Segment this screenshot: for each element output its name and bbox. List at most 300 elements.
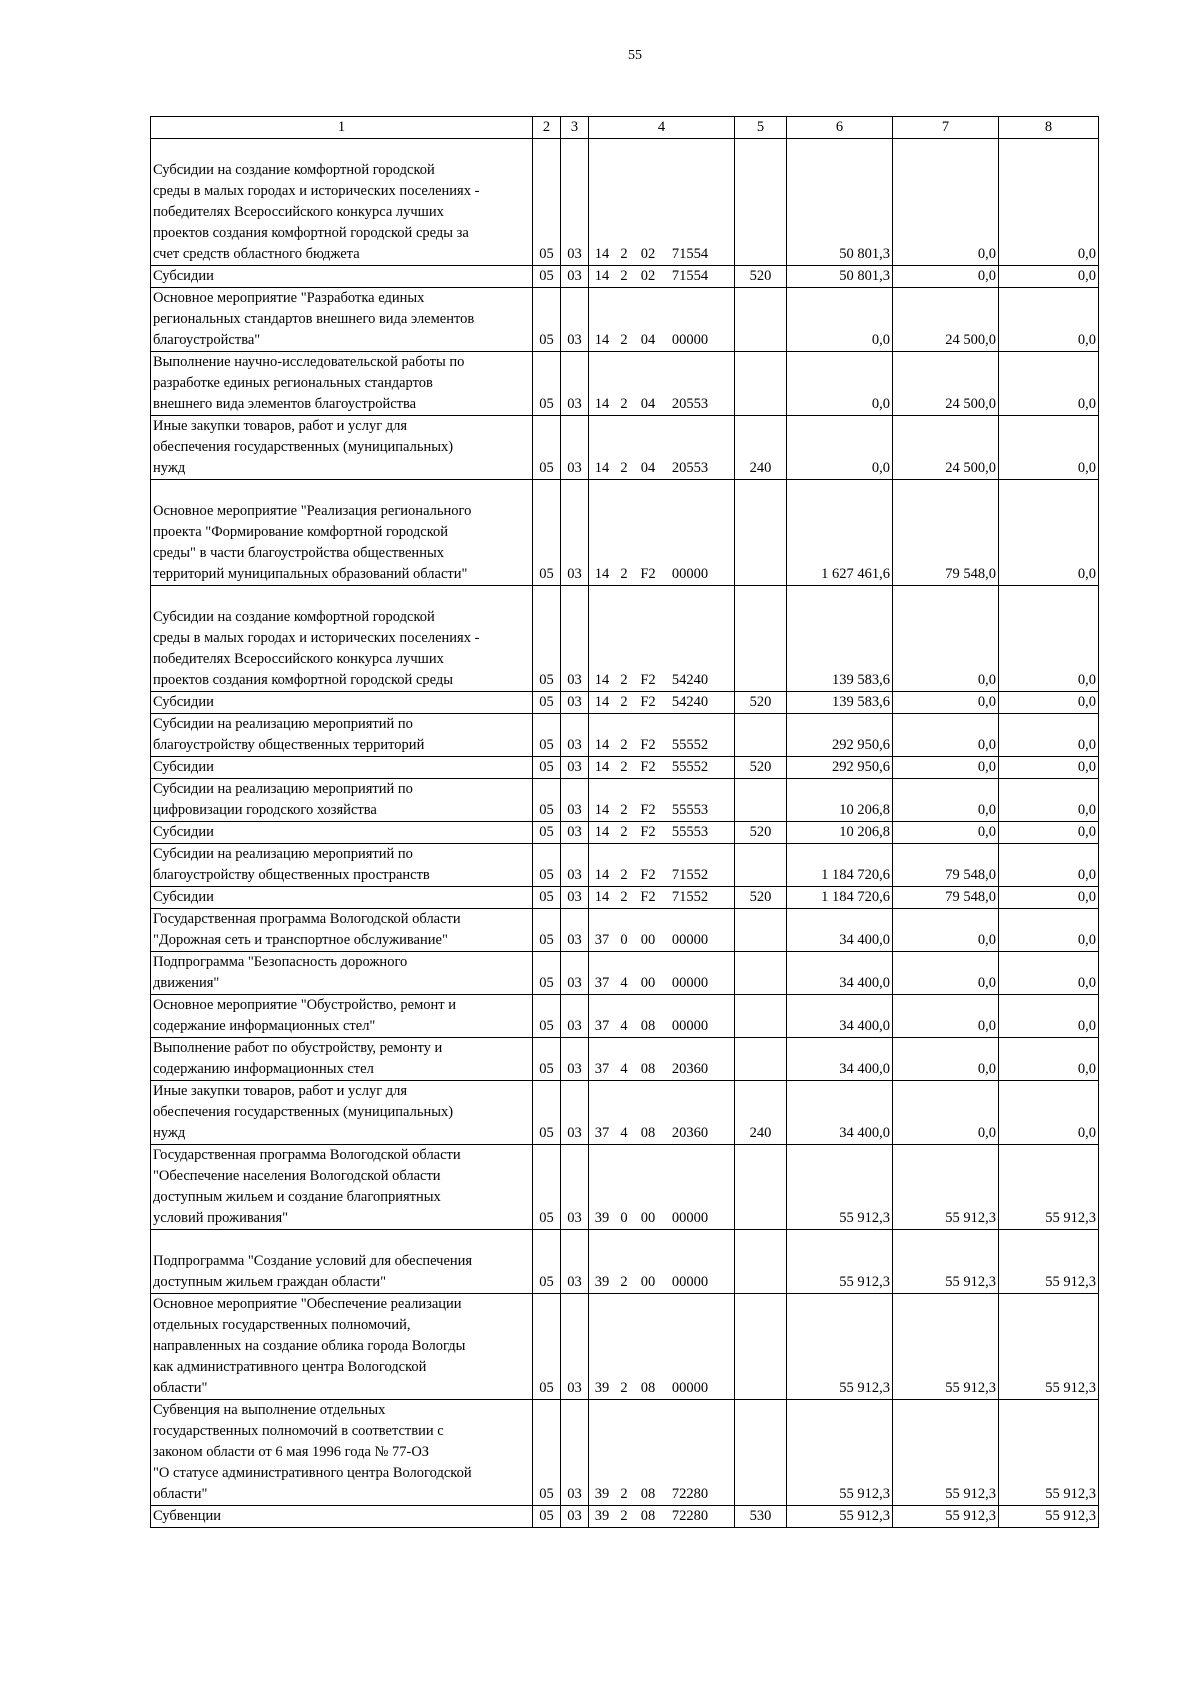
subsection-code: 03 xyxy=(561,1506,589,1528)
direction-code: 00000 xyxy=(671,566,709,582)
amount-year-1: 55 912,3 xyxy=(787,1230,893,1294)
program-code: 14 xyxy=(594,672,610,688)
amount-year-1: 55 912,3 xyxy=(787,1400,893,1506)
target-article-code xyxy=(589,416,735,480)
subsection-code: 03 xyxy=(561,288,589,352)
amount-year-3: 0,0 xyxy=(999,1081,1099,1145)
column-number: 7 xyxy=(893,117,999,139)
subsection-code: 03 xyxy=(561,714,589,757)
subprogram-code: 2 xyxy=(620,396,628,412)
event-code: F2 xyxy=(640,672,656,688)
program-code: 39 xyxy=(594,1486,610,1502)
row-name: Субсидии на реализацию мероприятий по благоустройству общественных территорий xyxy=(151,714,533,757)
target-article-code xyxy=(589,714,735,757)
table-row xyxy=(151,1400,1099,1506)
table-row xyxy=(151,1081,1099,1145)
amount-year-1: 0,0 xyxy=(787,288,893,352)
subprogram-code: 2 xyxy=(620,1508,628,1524)
program-code: 39 xyxy=(594,1508,610,1524)
table-row xyxy=(151,480,1099,586)
expense-type-code: 520 xyxy=(735,692,787,714)
target-article-code xyxy=(589,266,735,288)
target-article-code xyxy=(589,822,735,844)
row-name: Субвенции xyxy=(151,1506,533,1528)
table-row xyxy=(151,995,1099,1038)
amount-year-1: 139 583,6 xyxy=(787,586,893,692)
direction-code: 72280 xyxy=(671,1486,709,1502)
expense-type-code: 520 xyxy=(735,266,787,288)
row-name: Субсидии xyxy=(151,692,533,714)
section-code: 05 xyxy=(533,1081,561,1145)
event-code: F2 xyxy=(640,889,656,905)
amount-year-1: 34 400,0 xyxy=(787,909,893,952)
section-code: 05 xyxy=(533,1145,561,1230)
subprogram-code: 4 xyxy=(620,1125,628,1141)
expense-type-code xyxy=(735,1145,787,1230)
section-code: 05 xyxy=(533,266,561,288)
amount-year-2: 0,0 xyxy=(893,714,999,757)
target-article-code xyxy=(589,288,735,352)
amount-year-3: 0,0 xyxy=(999,586,1099,692)
amount-year-2: 0,0 xyxy=(893,1081,999,1145)
amount-year-2: 0,0 xyxy=(893,757,999,779)
table-row xyxy=(151,266,1099,288)
expense-type-code: 240 xyxy=(735,416,787,480)
subprogram-code: 2 xyxy=(620,332,628,348)
table-row xyxy=(151,692,1099,714)
amount-year-3: 0,0 xyxy=(999,1038,1099,1081)
direction-code: 00000 xyxy=(671,1018,709,1034)
subsection-code: 03 xyxy=(561,822,589,844)
expense-type-code xyxy=(735,480,787,586)
amount-year-3: 0,0 xyxy=(999,714,1099,757)
subprogram-code: 2 xyxy=(620,1274,628,1290)
row-name: Государственная программа Вологодской области "Дорожная сеть и транспортное обслуживание" xyxy=(151,909,533,952)
amount-year-2: 79 548,0 xyxy=(893,887,999,909)
amount-year-1: 1 627 461,6 xyxy=(787,480,893,586)
event-code: F2 xyxy=(640,759,656,775)
expense-type-code: 520 xyxy=(735,757,787,779)
section-code: 05 xyxy=(533,416,561,480)
table-row xyxy=(151,714,1099,757)
table-row xyxy=(151,416,1099,480)
target-article-code xyxy=(589,352,735,416)
amount-year-3: 0,0 xyxy=(999,779,1099,822)
amount-year-2: 55 912,3 xyxy=(893,1294,999,1400)
subsection-code: 03 xyxy=(561,692,589,714)
target-article-code xyxy=(589,757,735,779)
amount-year-2: 0,0 xyxy=(893,586,999,692)
direction-code: 72280 xyxy=(671,1508,709,1524)
target-article-code xyxy=(589,1294,735,1400)
amount-year-3: 0,0 xyxy=(999,995,1099,1038)
subprogram-code: 2 xyxy=(620,824,628,840)
subprogram-code: 4 xyxy=(620,1018,628,1034)
amount-year-1: 1 184 720,6 xyxy=(787,887,893,909)
target-article-code xyxy=(589,692,735,714)
amount-year-3: 0,0 xyxy=(999,887,1099,909)
event-code: F2 xyxy=(640,867,656,883)
expense-type-code xyxy=(735,1038,787,1081)
column-number: 2 xyxy=(533,117,561,139)
section-code: 05 xyxy=(533,1400,561,1506)
table-row xyxy=(151,352,1099,416)
program-code: 14 xyxy=(594,268,610,284)
event-code: 08 xyxy=(640,1125,656,1141)
section-code: 05 xyxy=(533,909,561,952)
event-code: F2 xyxy=(640,566,656,582)
direction-code: 00000 xyxy=(671,1380,709,1396)
target-article-code xyxy=(589,887,735,909)
amount-year-2: 0,0 xyxy=(893,822,999,844)
amount-year-3: 0,0 xyxy=(999,352,1099,416)
direction-code: 54240 xyxy=(671,694,709,710)
amount-year-2: 24 500,0 xyxy=(893,416,999,480)
amount-year-3: 55 912,3 xyxy=(999,1400,1099,1506)
amount-year-1: 50 801,3 xyxy=(787,139,893,266)
section-code: 05 xyxy=(533,352,561,416)
program-code: 37 xyxy=(594,975,610,991)
table-row xyxy=(151,288,1099,352)
subsection-code: 03 xyxy=(561,1081,589,1145)
expense-type-code xyxy=(735,1400,787,1506)
program-code: 14 xyxy=(594,396,610,412)
section-code: 05 xyxy=(533,586,561,692)
event-code: 00 xyxy=(640,975,656,991)
amount-year-3: 55 912,3 xyxy=(999,1230,1099,1294)
subprogram-code: 2 xyxy=(620,867,628,883)
amount-year-3: 55 912,3 xyxy=(999,1145,1099,1230)
amount-year-3: 55 912,3 xyxy=(999,1506,1099,1528)
direction-code: 71552 xyxy=(671,889,709,905)
subprogram-code: 2 xyxy=(620,460,628,476)
budget-table xyxy=(150,116,1099,1528)
subsection-code: 03 xyxy=(561,266,589,288)
subprogram-code: 2 xyxy=(620,737,628,753)
amount-year-2: 55 912,3 xyxy=(893,1230,999,1294)
amount-year-3: 0,0 xyxy=(999,844,1099,887)
direction-code: 71554 xyxy=(671,268,709,284)
target-article-code xyxy=(589,1506,735,1528)
table-row xyxy=(151,1506,1099,1528)
amount-year-2: 24 500,0 xyxy=(893,352,999,416)
table-row xyxy=(151,952,1099,995)
expense-type-code xyxy=(735,1230,787,1294)
amount-year-1: 34 400,0 xyxy=(787,1081,893,1145)
target-article-code xyxy=(589,995,735,1038)
amount-year-3: 0,0 xyxy=(999,822,1099,844)
amount-year-1: 55 912,3 xyxy=(787,1506,893,1528)
subprogram-code: 2 xyxy=(620,1486,628,1502)
target-article-code xyxy=(589,480,735,586)
program-code: 14 xyxy=(594,889,610,905)
amount-year-2: 0,0 xyxy=(893,1038,999,1081)
subprogram-code: 4 xyxy=(620,975,628,991)
event-code: 00 xyxy=(640,1210,656,1226)
event-code: 02 xyxy=(640,246,656,262)
direction-code: 54240 xyxy=(671,672,709,688)
amount-year-1: 34 400,0 xyxy=(787,952,893,995)
amount-year-2: 0,0 xyxy=(893,139,999,266)
event-code: 08 xyxy=(640,1061,656,1077)
table-row xyxy=(151,844,1099,887)
row-name: Иные закупки товаров, работ и услуг для обеспечения государственных (муниципальных) нужд xyxy=(151,416,533,480)
row-name: Основное мероприятие "Разработка единых региональных стандартов внешнего вида элементов благоустройства" xyxy=(151,288,533,352)
subsection-code: 03 xyxy=(561,480,589,586)
subprogram-code: 2 xyxy=(620,759,628,775)
direction-code: 55553 xyxy=(671,802,709,818)
direction-code: 71554 xyxy=(671,246,709,262)
row-name: Основное мероприятие "Реализация регионального проекта "Формирование комфортной городской среды" в части благоустройства общественных территорий муниципальных образований области" xyxy=(151,480,533,586)
expense-type-code xyxy=(735,779,787,822)
expense-type-code: 520 xyxy=(735,822,787,844)
subsection-code: 03 xyxy=(561,1145,589,1230)
target-article-code xyxy=(589,139,735,266)
section-code: 05 xyxy=(533,779,561,822)
direction-code: 20360 xyxy=(671,1125,709,1141)
target-article-code xyxy=(589,779,735,822)
direction-code: 20360 xyxy=(671,1061,709,1077)
amount-year-1: 50 801,3 xyxy=(787,266,893,288)
section-code: 05 xyxy=(533,757,561,779)
section-code: 05 xyxy=(533,1506,561,1528)
table-row xyxy=(151,887,1099,909)
section-code: 05 xyxy=(533,288,561,352)
amount-year-2: 55 912,3 xyxy=(893,1145,999,1230)
row-name: Субвенция на выполнение отдельных государственных полномочий в соответствии с законом области от 6 мая 1996 года № 77-ОЗ "О статусе административного центра Вологодской области" xyxy=(151,1400,533,1506)
table-row xyxy=(151,586,1099,692)
subsection-code: 03 xyxy=(561,586,589,692)
row-name: Субсидии на реализацию мероприятий по цифровизации городского хозяйства xyxy=(151,779,533,822)
amount-year-3: 0,0 xyxy=(999,139,1099,266)
event-code: F2 xyxy=(640,824,656,840)
section-code: 05 xyxy=(533,692,561,714)
expense-type-code xyxy=(735,586,787,692)
expense-type-code xyxy=(735,139,787,266)
column-number: 6 xyxy=(787,117,893,139)
direction-code: 55552 xyxy=(671,737,709,753)
row-name: Субсидии xyxy=(151,266,533,288)
amount-year-2: 0,0 xyxy=(893,779,999,822)
subprogram-code: 2 xyxy=(620,268,628,284)
subsection-code: 03 xyxy=(561,909,589,952)
target-article-code xyxy=(589,1400,735,1506)
table-row xyxy=(151,1145,1099,1230)
target-article-code xyxy=(589,1038,735,1081)
amount-year-2: 0,0 xyxy=(893,952,999,995)
event-code: 08 xyxy=(640,1486,656,1502)
amount-year-2: 0,0 xyxy=(893,909,999,952)
table-row xyxy=(151,1230,1099,1294)
section-code: 05 xyxy=(533,1038,561,1081)
subprogram-code: 2 xyxy=(620,889,628,905)
amount-year-1: 10 206,8 xyxy=(787,779,893,822)
section-code: 05 xyxy=(533,995,561,1038)
column-number: 3 xyxy=(561,117,589,139)
amount-year-2: 0,0 xyxy=(893,692,999,714)
amount-year-3: 0,0 xyxy=(999,266,1099,288)
event-code: 00 xyxy=(640,1274,656,1290)
expense-type-code xyxy=(735,995,787,1038)
subprogram-code: 2 xyxy=(620,566,628,582)
subsection-code: 03 xyxy=(561,352,589,416)
target-article-code xyxy=(589,1081,735,1145)
row-name: Основное мероприятие "Обустройство, ремонт и содержание информационных стел" xyxy=(151,995,533,1038)
target-article-code xyxy=(589,844,735,887)
expense-type-code xyxy=(735,909,787,952)
section-code: 05 xyxy=(533,1294,561,1400)
subsection-code: 03 xyxy=(561,1400,589,1506)
direction-code: 55553 xyxy=(671,824,709,840)
program-code: 37 xyxy=(594,932,610,948)
section-code: 05 xyxy=(533,714,561,757)
program-code: 14 xyxy=(594,460,610,476)
target-article-code xyxy=(589,586,735,692)
direction-code: 00000 xyxy=(671,975,709,991)
row-name: Основное мероприятие "Обеспечение реализации отдельных государственных полномочий, направленных на создание облика города Вологды как административного центра Вологодской области" xyxy=(151,1294,533,1400)
event-code: 04 xyxy=(640,396,656,412)
subsection-code: 03 xyxy=(561,844,589,887)
program-code: 14 xyxy=(594,246,610,262)
program-code: 39 xyxy=(594,1380,610,1396)
amount-year-1: 10 206,8 xyxy=(787,822,893,844)
column-number: 8 xyxy=(999,117,1099,139)
amount-year-1: 34 400,0 xyxy=(787,1038,893,1081)
program-code: 14 xyxy=(594,824,610,840)
row-name: Государственная программа Вологодской области "Обеспечение населения Вологодской области доступным жильем и создание благоприятных условий проживания" xyxy=(151,1145,533,1230)
program-code: 14 xyxy=(594,802,610,818)
amount-year-2: 0,0 xyxy=(893,266,999,288)
subprogram-code: 0 xyxy=(620,1210,628,1226)
program-code: 39 xyxy=(594,1210,610,1226)
row-name: Подпрограмма "Безопасность дорожного движения" xyxy=(151,952,533,995)
subsection-code: 03 xyxy=(561,887,589,909)
column-number-row xyxy=(151,117,1099,139)
subprogram-code: 4 xyxy=(620,1061,628,1077)
program-code: 14 xyxy=(594,332,610,348)
event-code: 08 xyxy=(640,1018,656,1034)
event-code: F2 xyxy=(640,737,656,753)
amount-year-1: 292 950,6 xyxy=(787,757,893,779)
amount-year-1: 1 184 720,6 xyxy=(787,844,893,887)
direction-code: 00000 xyxy=(671,1274,709,1290)
row-name: Подпрограмма "Создание условий для обеспечения доступным жильем граждан области" xyxy=(151,1230,533,1294)
expense-type-code xyxy=(735,714,787,757)
row-name: Субсидии на создание комфортной городской среды в малых городах и исторических поселениях - победителях Всероссийского конкурса лучших проектов создания комфортной городской среды xyxy=(151,586,533,692)
amount-year-1: 0,0 xyxy=(787,352,893,416)
subprogram-code: 2 xyxy=(620,802,628,818)
table-row xyxy=(151,1038,1099,1081)
amount-year-3: 0,0 xyxy=(999,692,1099,714)
direction-code: 20553 xyxy=(671,460,709,476)
section-code: 05 xyxy=(533,139,561,266)
subprogram-code: 2 xyxy=(620,1380,628,1396)
table-row xyxy=(151,757,1099,779)
amount-year-2: 55 912,3 xyxy=(893,1506,999,1528)
amount-year-3: 0,0 xyxy=(999,480,1099,586)
amount-year-2: 79 548,0 xyxy=(893,480,999,586)
amount-year-3: 0,0 xyxy=(999,757,1099,779)
row-name: Субсидии xyxy=(151,887,533,909)
amount-year-3: 0,0 xyxy=(999,909,1099,952)
section-code: 05 xyxy=(533,480,561,586)
direction-code: 00000 xyxy=(671,332,709,348)
amount-year-2: 0,0 xyxy=(893,995,999,1038)
row-name: Субсидии xyxy=(151,757,533,779)
column-number: 1 xyxy=(151,117,533,139)
amount-year-3: 0,0 xyxy=(999,952,1099,995)
section-code: 05 xyxy=(533,952,561,995)
expense-type-code xyxy=(735,844,787,887)
direction-code: 55552 xyxy=(671,759,709,775)
section-code: 05 xyxy=(533,822,561,844)
event-code: F2 xyxy=(640,802,656,818)
subprogram-code: 2 xyxy=(620,246,628,262)
amount-year-1: 0,0 xyxy=(787,416,893,480)
amount-year-1: 55 912,3 xyxy=(787,1145,893,1230)
section-code: 05 xyxy=(533,887,561,909)
column-number: 4 xyxy=(589,117,735,139)
column-number: 5 xyxy=(735,117,787,139)
expense-type-code xyxy=(735,352,787,416)
target-article-code xyxy=(589,952,735,995)
expense-type-code: 520 xyxy=(735,887,787,909)
expense-type-code: 530 xyxy=(735,1506,787,1528)
row-name: Субсидии xyxy=(151,822,533,844)
amount-year-2: 55 912,3 xyxy=(893,1400,999,1506)
event-code: 02 xyxy=(640,268,656,284)
subprogram-code: 2 xyxy=(620,694,628,710)
subprogram-code: 2 xyxy=(620,672,628,688)
amount-year-1: 139 583,6 xyxy=(787,692,893,714)
amount-year-3: 55 912,3 xyxy=(999,1294,1099,1400)
event-code: 08 xyxy=(640,1380,656,1396)
direction-code: 00000 xyxy=(671,932,709,948)
section-code: 05 xyxy=(533,1230,561,1294)
event-code: 00 xyxy=(640,932,656,948)
event-code: 04 xyxy=(640,332,656,348)
expense-type-code xyxy=(735,288,787,352)
subsection-code: 03 xyxy=(561,139,589,266)
program-code: 37 xyxy=(594,1061,610,1077)
subsection-code: 03 xyxy=(561,995,589,1038)
section-code: 05 xyxy=(533,844,561,887)
subsection-code: 03 xyxy=(561,952,589,995)
program-code: 37 xyxy=(594,1125,610,1141)
row-name: Выполнение научно-исследовательской работы по разработке единых региональных стандартов внешнего вида элементов благоустройства xyxy=(151,352,533,416)
target-article-code xyxy=(589,1145,735,1230)
subsection-code: 03 xyxy=(561,1294,589,1400)
row-name: Иные закупки товаров, работ и услуг для обеспечения государственных (муниципальных) нужд xyxy=(151,1081,533,1145)
page-number: 55 xyxy=(628,48,642,63)
expense-type-code xyxy=(735,952,787,995)
row-name: Субсидии на создание комфортной городской среды в малых городах и исторических поселениях - победителях Всероссийского конкурса лучших проектов создания комфортной городской среды за счет средств областного бюджета xyxy=(151,139,533,266)
amount-year-1: 55 912,3 xyxy=(787,1294,893,1400)
program-code: 37 xyxy=(594,1018,610,1034)
program-code: 14 xyxy=(594,867,610,883)
direction-code: 20553 xyxy=(671,396,709,412)
program-code: 14 xyxy=(594,566,610,582)
table-row xyxy=(151,139,1099,266)
direction-code: 00000 xyxy=(671,1210,709,1226)
row-name: Выполнение работ по обустройству, ремонту и содержанию информационных стел xyxy=(151,1038,533,1081)
event-code: 08 xyxy=(640,1508,656,1524)
program-code: 39 xyxy=(594,1274,610,1290)
event-code: 04 xyxy=(640,460,656,476)
expense-type-code: 240 xyxy=(735,1081,787,1145)
amount-year-1: 34 400,0 xyxy=(787,995,893,1038)
target-article-code xyxy=(589,909,735,952)
